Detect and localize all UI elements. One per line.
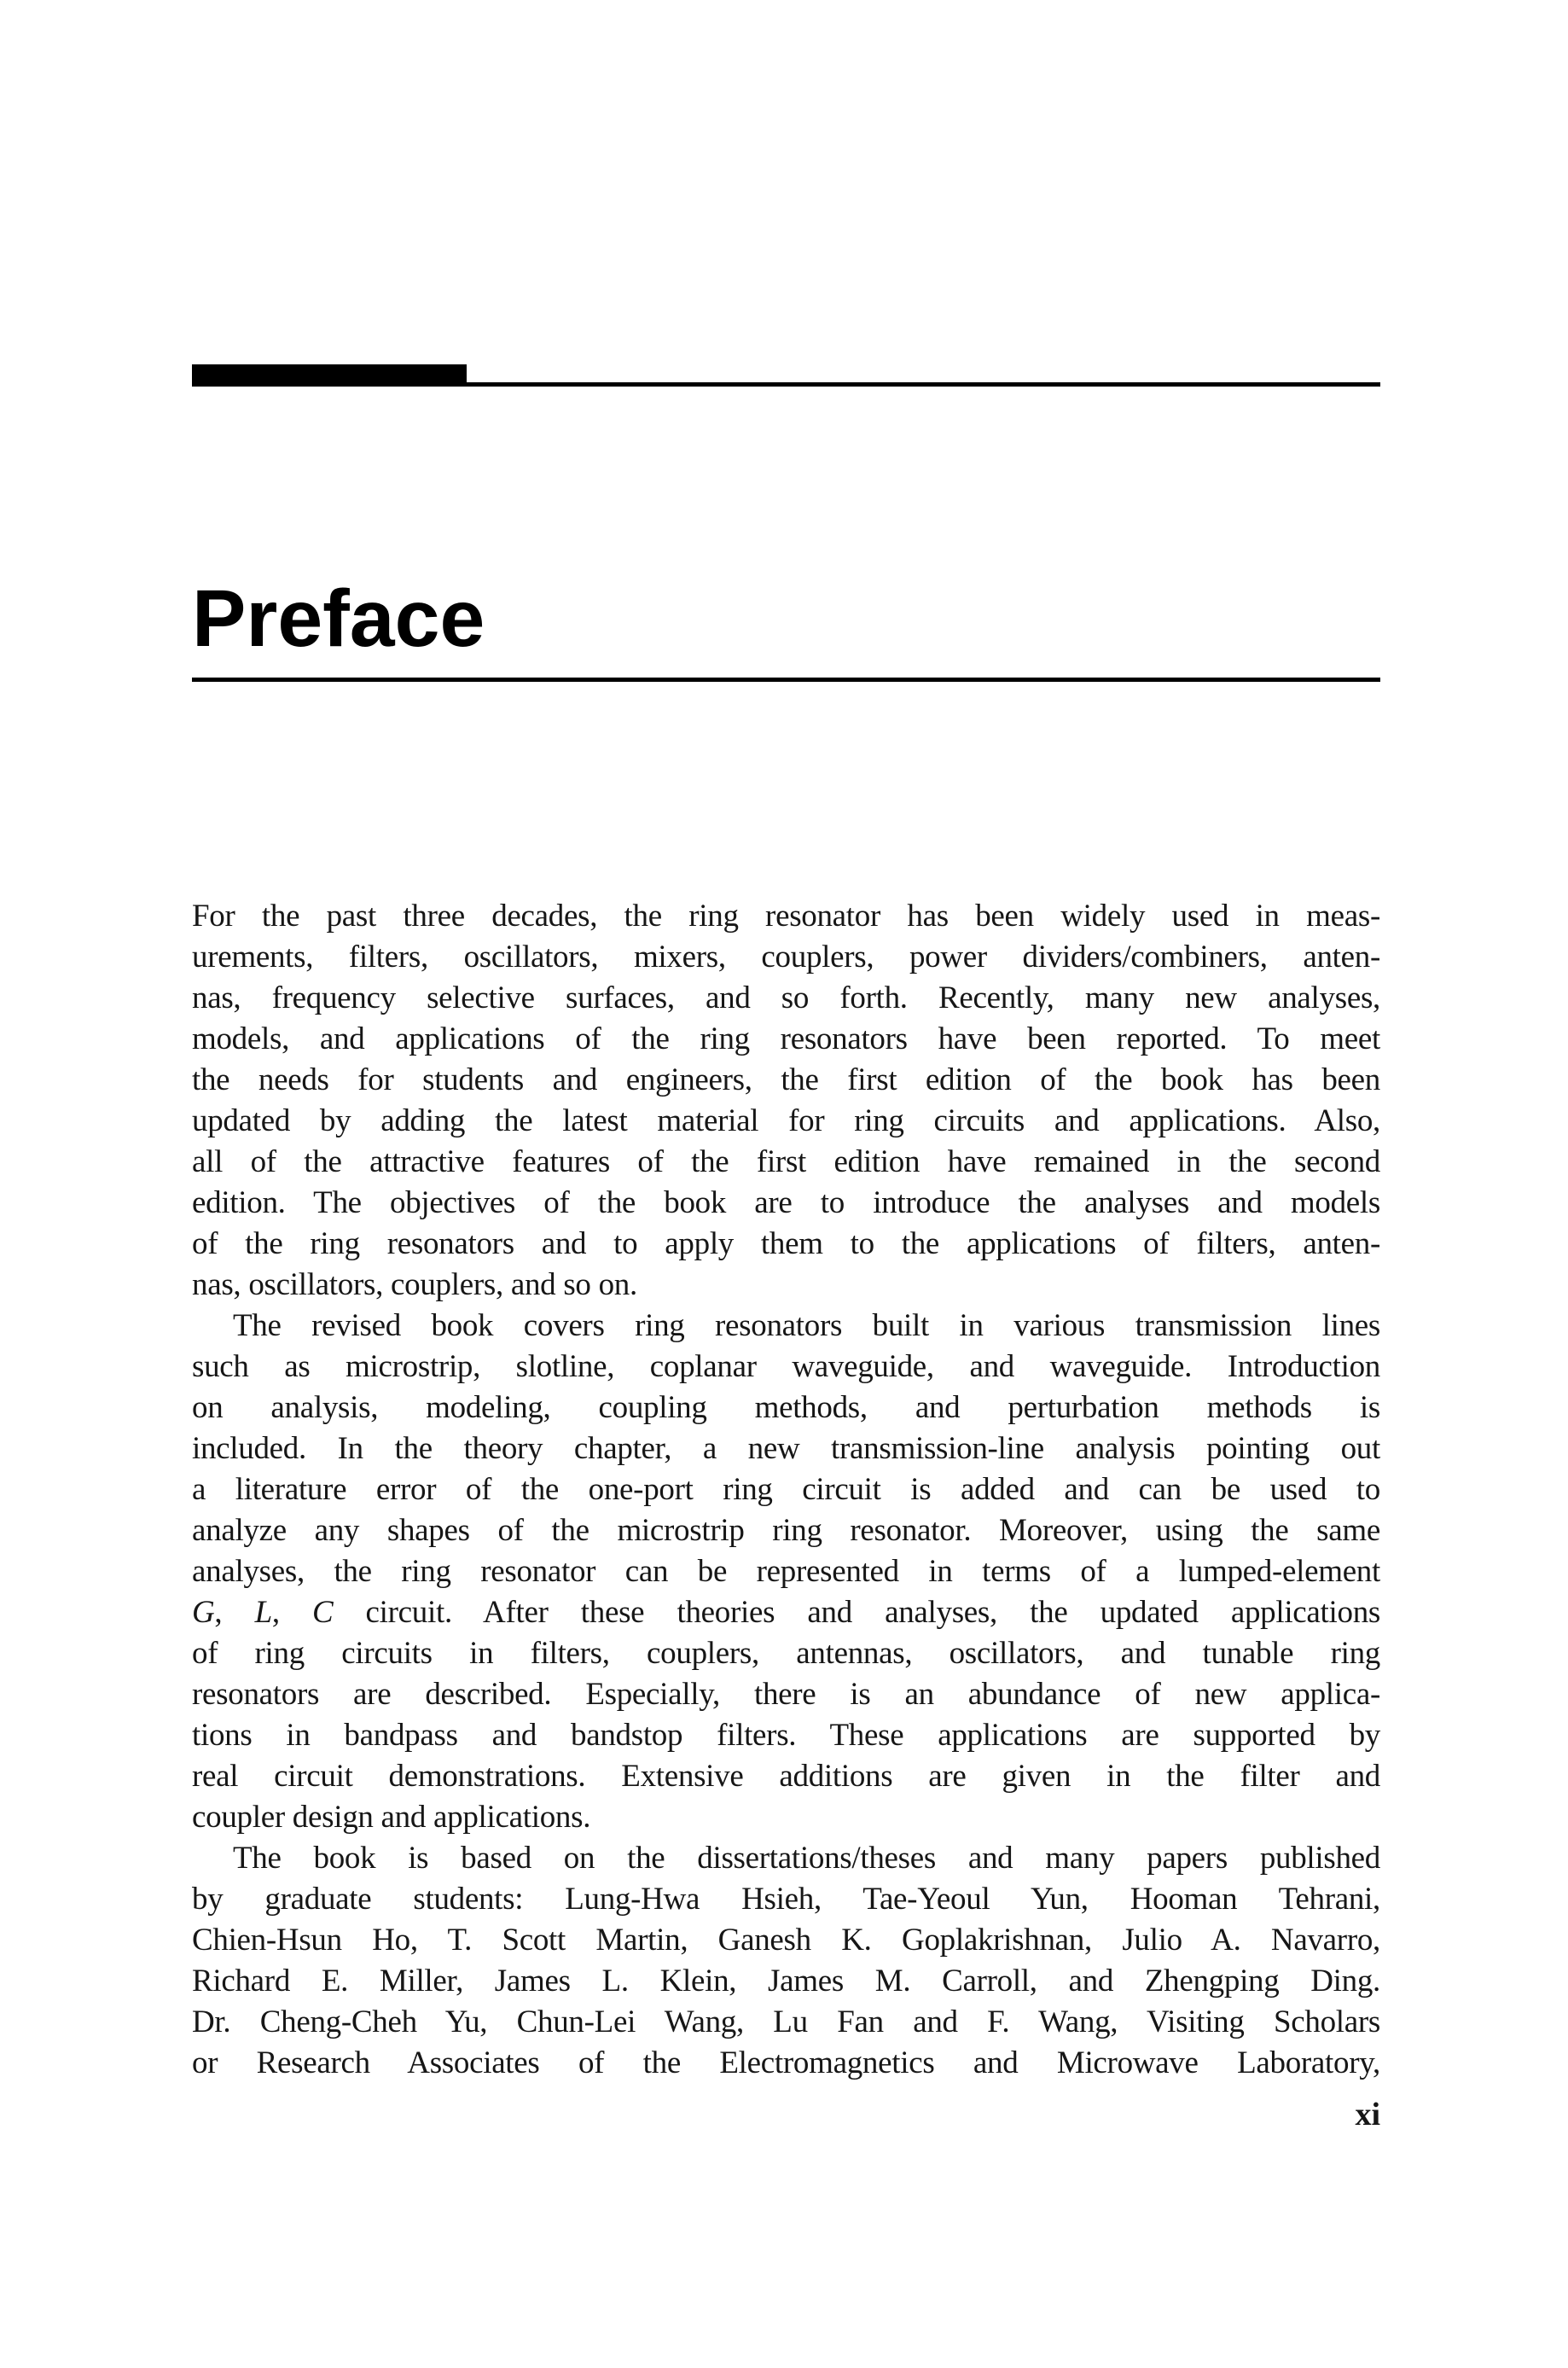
paragraph-2 [192, 1306, 1380, 1838]
text-line: of ring circuits in filters, couplers, antennas, oscillators, and tunable ring [192, 1636, 1380, 1671]
text-line: For the past three decades, the ring resonator has been widely used in meas- [192, 899, 1380, 934]
text-line: analyze any shapes of the microstrip ring resonator. Moreover, using the same [192, 1513, 1380, 1548]
text-line: of the ring resonators and to apply them to the applications of filters, anten- [192, 1226, 1380, 1261]
text-line: included. In the theory chapter, a new transmission-line analysis pointing out [192, 1431, 1380, 1466]
text-line: nas, oscillators, couplers, and so on. [192, 1267, 637, 1302]
page-title: Preface [192, 573, 485, 664]
title-block [192, 573, 1380, 682]
text-line: G, L, C circuit. After these theories and analyses, the updated applications [192, 1595, 1381, 1630]
text-line: The revised book covers ring resonators built in various transmission lines [233, 1308, 1380, 1343]
text-line: or Research Associates of the Electromagnetics and Microwave Laboratory, [192, 2045, 1380, 2080]
page-number: xi [1355, 2097, 1380, 2132]
paragraph-3 [192, 1838, 1380, 2084]
paragraph-1 [192, 896, 1380, 1306]
text-line: Dr. Cheng-Cheh Yu, Chun-Lei Wang, Lu Fan and F. Wang, Visiting Scholars [192, 2004, 1380, 2039]
text-line: tions in bandpass and bandstop filters. These applications are supported by [192, 1718, 1380, 1753]
text-line: all of the attractive features of the first edition have remained in the second [192, 1144, 1380, 1179]
text-line: the needs for students and engineers, the first edition of the book has been [192, 1062, 1380, 1097]
text-line: Chien-Hsun Ho, T. Scott Martin, Ganesh K. Goplakrishnan, Julio A. Navarro, [192, 1923, 1380, 1958]
text-line: coupler design and applications. [192, 1800, 591, 1835]
text-line: urements, filters, oscillators, mixers, couplers, power dividers/combiners, anten- [192, 940, 1380, 975]
text-line: a literature error of the one-port ring circuit is added and can be used to [192, 1472, 1380, 1507]
chapter-opener-bar [192, 364, 1380, 387]
opener-thick-bar [192, 364, 467, 387]
text-line: nas, frequency selective surfaces, and so forth. Recently, many new analyses, [192, 980, 1380, 1015]
text-line: real circuit demonstrations. Extensive additions are given in the filter and [192, 1759, 1380, 1794]
text-line: by graduate students: Lung-Hwa Hsieh, Tae-Yeoul Yun, Hooman Tehrani, [192, 1882, 1380, 1917]
text-line: models, and applications of the ring resonators have been reported. To meet [192, 1021, 1380, 1056]
text-line: such as microstrip, slotline, coplanar waveguide, and waveguide. Introduction [192, 1349, 1380, 1384]
text-line: updated by adding the latest material for ring circuits and applications. Also, [192, 1103, 1380, 1138]
text-line: Richard E. Miller, James L. Klein, James M. Carroll, and Zhengping Ding. [192, 1964, 1380, 1999]
text-line: edition. The objectives of the book are to introduce the analyses and models [192, 1185, 1380, 1220]
text-line: on analysis, modeling, coupling methods, and perturbation methods is [192, 1390, 1380, 1425]
preface-body [192, 896, 1380, 2084]
text-line: analyses, the ring resonator can be represented in terms of a lumped-element [192, 1554, 1380, 1589]
text-line: The book is based on the dissertations/theses and many papers published [233, 1841, 1380, 1876]
text-line: resonators are described. Especially, there is an abundance of new applica- [192, 1677, 1380, 1712]
title-rule [192, 678, 1380, 682]
